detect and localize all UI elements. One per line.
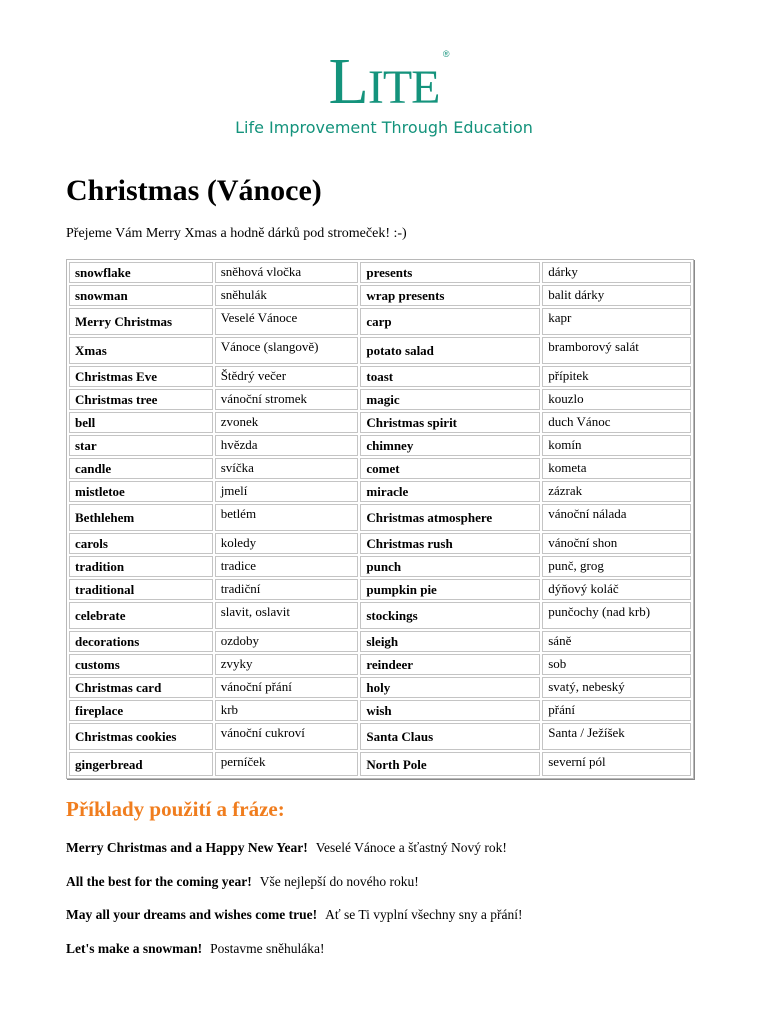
vocab-row [69,579,691,600]
vocab-row [69,700,691,721]
vocab-row [69,677,691,698]
example-phrase [66,840,507,856]
czech-term: sáně [542,631,691,652]
vocab-row [69,389,691,410]
english-term: chimney [360,435,540,456]
english-term: Christmas tree [69,389,213,410]
english-term: Xmas [69,337,213,364]
czech-term: sob [542,654,691,675]
english-term: traditional [69,579,213,600]
czech-term: přípitek [542,366,691,387]
czech-term: ozdoby [215,631,359,652]
czech-term: hvězda [215,435,359,456]
czech-term: vánoční přání [215,677,359,698]
logo-tagline: Life Improvement Through Education [235,118,533,137]
page-title: Christmas (Vánoce) [66,174,322,207]
vocab-row [69,285,691,306]
czech-term: bramborový salát [542,337,691,364]
english-term: fireplace [69,700,213,721]
vocab-row [69,631,691,652]
lite-logo [0,45,768,118]
czech-term: koledy [215,533,359,554]
example-czech: Postavme sněhuláka! [210,941,325,956]
english-term: mistletoe [69,481,213,502]
czech-term: svíčka [215,458,359,479]
example-phrase [66,941,325,957]
czech-term: sněhová vločka [215,262,359,283]
logo-wordmark [328,45,449,118]
czech-term: Vánoce (slangově) [215,337,359,364]
vocab-row [69,308,691,335]
english-term: tradition [69,556,213,577]
registered-mark: ® [442,49,449,59]
example-phrase [66,874,419,890]
english-term: stockings [360,602,540,629]
english-term: wrap presents [360,285,540,306]
english-term: carp [360,308,540,335]
example-english: Let's make a snowman! [66,941,203,956]
czech-term: Štědrý večer [215,366,359,387]
english-term: Bethlehem [69,504,213,531]
english-term: customs [69,654,213,675]
vocab-row [69,366,691,387]
english-term: holy [360,677,540,698]
czech-term: kouzlo [542,389,691,410]
vocabulary-table [66,259,694,779]
english-term: potato salad [360,337,540,364]
czech-term: Santa / Ježíšek [542,723,691,750]
czech-term: vánoční stromek [215,389,359,410]
vocab-row [69,556,691,577]
czech-term: vánoční nálada [542,504,691,531]
english-term: North Pole [360,752,540,776]
czech-term: vánoční shon [542,533,691,554]
czech-term: vánoční cukroví [215,723,359,750]
czech-term: tradiční [215,579,359,600]
english-term: Santa Claus [360,723,540,750]
english-term: snowman [69,285,213,306]
english-term: Merry Christmas [69,308,213,335]
czech-term: perníček [215,752,359,776]
vocab-row [69,504,691,531]
czech-term: zázrak [542,481,691,502]
czech-term: dýňový koláč [542,579,691,600]
english-term: toast [360,366,540,387]
english-term: Christmas card [69,677,213,698]
czech-term: punč, grog [542,556,691,577]
czech-term: svatý, nebeský [542,677,691,698]
english-term: punch [360,556,540,577]
vocab-row [69,602,691,629]
czech-term: jmelí [215,481,359,502]
logo-letters-ite: ITE [367,61,440,114]
english-term: presents [360,262,540,283]
english-term: pumpkin pie [360,579,540,600]
czech-term: zvonek [215,412,359,433]
example-czech: Veselé Vánoce a šťastný Nový rok! [315,840,507,855]
czech-term: zvyky [215,654,359,675]
english-term: comet [360,458,540,479]
czech-term: severní pól [542,752,691,776]
vocab-row [69,458,691,479]
vocab-row [69,654,691,675]
english-term: miracle [360,481,540,502]
vocab-row [69,533,691,554]
example-czech: Vše nejlepší do nového roku! [259,874,419,889]
english-term: sleigh [360,631,540,652]
english-term: reindeer [360,654,540,675]
intro-text: Přejeme Vám Merry Xmas a hodně dárků pod stromeček! :-) [66,226,407,241]
czech-term: kometa [542,458,691,479]
english-term: decorations [69,631,213,652]
example-czech: Ať se Ti vyplní všechny sny a přání! [325,907,523,922]
czech-term: krb [215,700,359,721]
english-term: Christmas atmosphere [360,504,540,531]
english-term: celebrate [69,602,213,629]
logo-letter-l: L [328,45,368,118]
example-english: All the best for the coming year! [66,874,252,889]
czech-term: betlém [215,504,359,531]
example-english: May all your dreams and wishes come true! [66,907,318,922]
czech-term: duch Vánoc [542,412,691,433]
vocab-row [69,337,691,364]
english-term: bell [69,412,213,433]
czech-term: kapr [542,308,691,335]
english-term: gingerbread [69,752,213,776]
vocab-row [69,412,691,433]
czech-term: tradice [215,556,359,577]
examples-heading: Příklady použití a fráze: [66,797,285,821]
vocab-row [69,435,691,456]
english-term: star [69,435,213,456]
czech-term: přání [542,700,691,721]
czech-term: Veselé Vánoce [215,308,359,335]
vocab-row [69,262,691,283]
example-english: Merry Christmas and a Happy New Year! [66,840,308,855]
vocab-row [69,481,691,502]
example-phrase [66,907,523,923]
czech-term: balit dárky [542,285,691,306]
czech-term: komín [542,435,691,456]
vocab-row [69,752,691,776]
czech-term: sněhulák [215,285,359,306]
english-term: Christmas spirit [360,412,540,433]
czech-term: slavit, oslavit [215,602,359,629]
english-term: snowflake [69,262,213,283]
english-term: Christmas cookies [69,723,213,750]
english-term: magic [360,389,540,410]
english-term: candle [69,458,213,479]
english-term: Christmas Eve [69,366,213,387]
vocab-row [69,723,691,750]
czech-term: punčochy (nad krb) [542,602,691,629]
english-term: wish [360,700,540,721]
english-term: carols [69,533,213,554]
czech-term: dárky [542,262,691,283]
english-term: Christmas rush [360,533,540,554]
